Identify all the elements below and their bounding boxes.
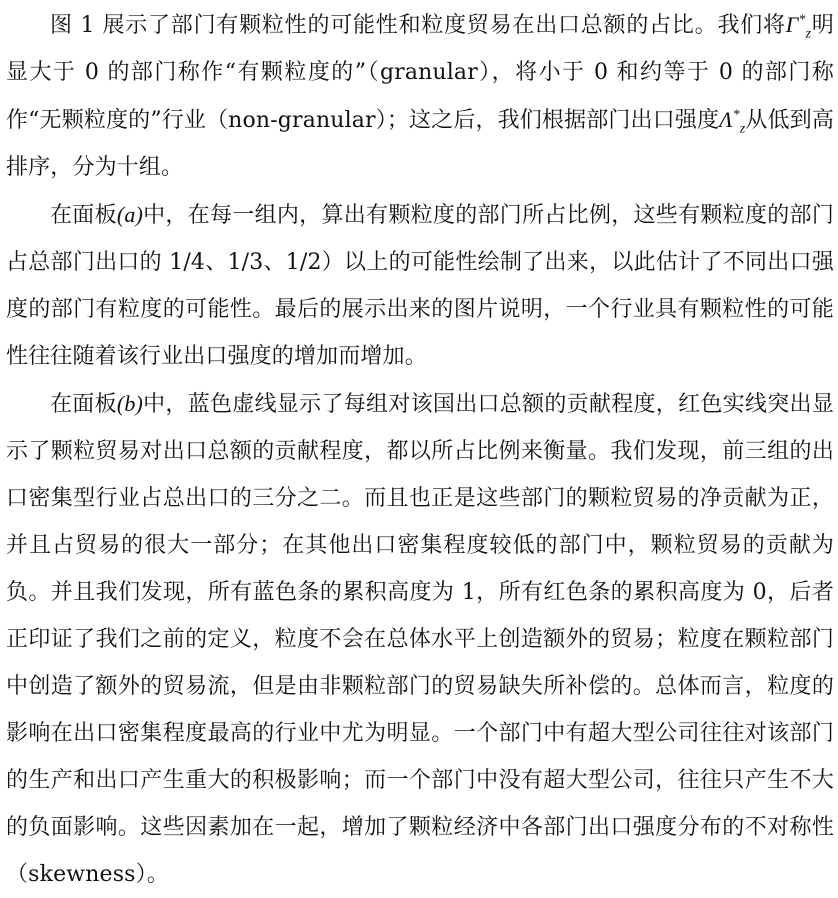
document-page [0, 1, 838, 887]
p2-text-1: 在面板 [50, 203, 117, 228]
lambda-symbol: Λ [719, 107, 733, 132]
p2-text-2: 中，在每一组内，算出有颗粒度的部门所占比例，这些有颗粒度的部门占总部门出口的 1/4、1/3、1/2）以上的可能性绘制了出来，以此估计了不同出口强度的部门有粒度的可能性。最后的展示出来的图片说明，一个行业具有颗粒性的可能性往往随着该行业出口强度的增加而增加。 [6, 203, 834, 369]
p1-text-2: 明显大于 0 的部门称作“有颗粒度的”（granular），将小于 0 和约等于 0 的部门称作“无颗粒度的”行业（non-granular）；这之后，我们根据部门出口强度 [6, 13, 834, 133]
paragraph-2 [6, 191, 834, 380]
p3-text-1: 在面板 [50, 392, 117, 417]
p1-text-1: 图 1 展示了部门有颗粒性的可能性和粒度贸易在出口总额的占比。我们将 [50, 13, 786, 38]
p1-text-3: 从低到高排序，分为十组。 [6, 108, 834, 180]
p3-text-2: 中，蓝色虚线显示了每组对该国出口总额的贡献程度，红色实线突出显示了颗粒贸易对出口总额的贡献程度，都以所占比例来衡量。我们发现，前三组的出口密集型行业占总出口的三分之二。而且也正是这些部门的颗粒贸易的净贡献为正，并且占贸易的很大一部分；在其他出口密集程度较低的部门中，颗粒贸易的贡献为负。并且我们发现，所有蓝色条的累积高度为 1，所有红色条的累积高度为 0，后者正印证了我们之前的定义，粒度不会在总体水平上创造额外的贸易；粒度在颗粒部门中创造了额外的贸易流，但是由非颗粒部门的贸易缺失所补偿的。总体而言，粒度的影响在出口密集程度最高的行业中尤为明显。一个部门中有超大型公司往往对该部门的生产和出口产生重大的积极影响；而一个部门中没有超大型公司，往往只产生不大的负面影响。这些因素加在一起，增加了颗粒经济中各部门出口强度分布的不对称性（skewness）。 [6, 392, 834, 887]
panel-a-label: (a) [116, 202, 143, 227]
gamma-symbol: Γ [785, 12, 799, 37]
math-lambda-z-star [719, 107, 746, 137]
paragraph-1 [6, 1, 834, 191]
lambda-sup: * [732, 107, 740, 123]
paragraph-3 [6, 380, 834, 898]
panel-b-label: (b) [116, 391, 143, 416]
math-gamma-z-star [785, 12, 812, 42]
lambda-sub: z [739, 121, 746, 137]
gamma-sup: * [798, 12, 806, 28]
gamma-sub: z [805, 26, 812, 42]
